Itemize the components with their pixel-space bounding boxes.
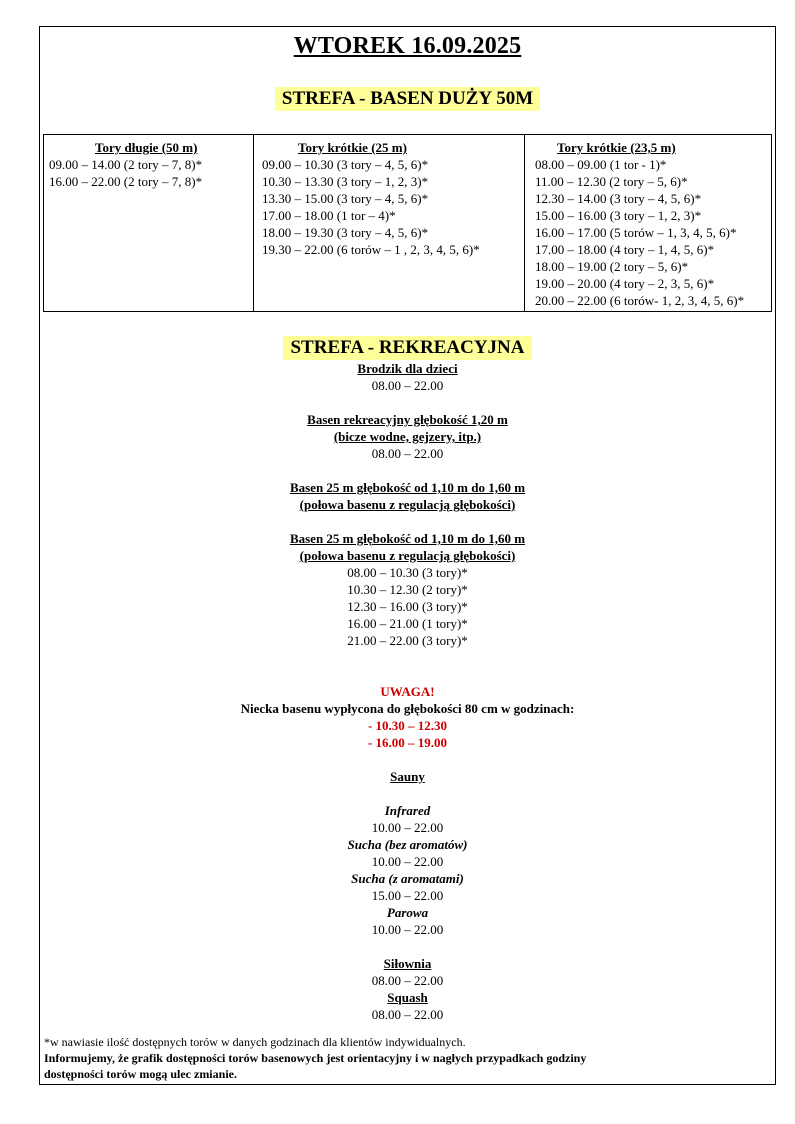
- zone-large-heading: STREFA - BASEN DUŻY 50M: [275, 87, 540, 111]
- notice-text: Niecka basenu wypłycona do głębokości 80 cm w godzinach:: [240, 701, 575, 716]
- footer-info-line2: dostępności torów mogą ulec zmianie.: [44, 1067, 237, 1081]
- pool25-row: 10.30 – 12.30 (2 tory)*: [347, 582, 468, 597]
- kids-pool-hours: 08.00 – 22.00: [371, 378, 444, 393]
- pool25-b-name: Basen 25 m głębokość od 1,10 m do 1,60 m: [289, 531, 526, 546]
- sauna-name: Parowa: [386, 905, 429, 920]
- pool25-row: 21.00 – 22.00 (3 tory)*: [347, 633, 468, 648]
- saunas-heading: Sauny: [390, 769, 425, 784]
- lane-schedule-table: [43, 134, 772, 312]
- sauna-hours: 10.00 – 22.00: [371, 820, 444, 835]
- lane-row: 13.30 – 15.00 (3 tory – 4, 5, 6)*: [262, 191, 429, 206]
- notice-time: - 16.00 – 19.00: [367, 735, 448, 750]
- sauna-name: Infrared: [384, 803, 431, 818]
- short-lanes-23-5-column: [525, 135, 772, 312]
- pool25-b-sub: (połowa basenu z regulacją głębokości): [299, 548, 516, 563]
- schedule-frame: [39, 26, 776, 1085]
- zone-rec-heading-wrap: [40, 336, 775, 360]
- lane-row: 09.00 – 14.00 (2 tory – 7, 8)*: [49, 157, 203, 172]
- gym-name: Siłownia: [383, 956, 432, 971]
- page-title: WTOREK 16.09.2025: [293, 33, 522, 59]
- sauna-name: Sucha (bez aromatów): [347, 837, 468, 852]
- lane-row: 15.00 – 16.00 (3 tory – 1, 2, 3)*: [535, 208, 702, 223]
- lane-row: 19.00 – 20.00 (4 tory – 2, 3, 5, 6)*: [535, 276, 715, 291]
- pool25-a-name: Basen 25 m głębokość od 1,10 m do 1,60 m: [289, 480, 526, 495]
- pool25-row: 08.00 – 10.30 (3 tory)*: [347, 565, 468, 580]
- footer-info-line1: Informujemy, że grafik dostępności torów basenowych jest orientacyjny i w nagłych przypadkach godziny: [44, 1051, 587, 1065]
- zone-rec-heading: STREFA - REKREACYJNA: [283, 336, 531, 360]
- rec-pool-sub: (bicze wodne, gejzery, itp.): [333, 429, 482, 444]
- sauna-hours: 15.00 – 22.00: [371, 888, 444, 903]
- notice-time: - 10.30 – 12.30: [367, 718, 448, 733]
- recreation-zone: [40, 360, 775, 1023]
- sauna-hours: 10.00 – 22.00: [371, 854, 444, 869]
- squash-name: Squash: [387, 990, 428, 1005]
- pool25-row: 16.00 – 21.00 (1 tory)*: [347, 616, 468, 631]
- lane-row: 12.30 – 14.00 (3 tory – 4, 5, 6)*: [535, 191, 702, 206]
- lane-row: 19.30 – 22.00 (6 torów – 1 , 2, 3, 4, 5, 6)*: [262, 242, 480, 257]
- lane-row: 10.30 – 13.30 (3 tory – 1, 2, 3)*: [262, 174, 429, 189]
- pool25-a-sub: (połowa basenu z regulacją głębokości): [299, 497, 516, 512]
- zone-large-heading-wrap: [40, 87, 775, 111]
- column-header: Tory długie (50 m): [95, 140, 198, 155]
- sauna-name: Sucha (z aromatami): [351, 871, 464, 886]
- lane-row: 20.00 – 22.00 (6 torów- 1, 2, 3, 4, 5, 6)*: [535, 293, 745, 308]
- long-lanes-column: [44, 135, 254, 312]
- rec-pool-name: Basen rekreacyjny głębokość 1,20 m: [307, 412, 508, 427]
- squash-hours: 08.00 – 22.00: [371, 1007, 444, 1022]
- lane-row: 16.00 – 17.00 (5 torów – 1, 3, 4, 5, 6)*: [535, 225, 737, 240]
- sauna-hours: 10.00 – 22.00: [371, 922, 444, 937]
- lane-row: 08.00 – 09.00 (1 tor - 1)*: [535, 157, 667, 172]
- lane-row: 18.00 – 19.30 (3 tory – 4, 5, 6)*: [262, 225, 429, 240]
- lane-row: 09.00 – 10.30 (3 tory – 4, 5, 6)*: [262, 157, 429, 172]
- notice-label: UWAGA!: [380, 684, 435, 699]
- footer-notes: [44, 1034, 586, 1082]
- short-lanes-25-column: [254, 135, 525, 312]
- column-header: Tory krótkie (25 m): [298, 140, 407, 155]
- footer-note: *w nawiasie ilość dostępnych torów w danych godzinach dla klientów indywidualnych.: [44, 1035, 466, 1049]
- column-header: Tory krótkie (23,5 m): [557, 140, 676, 155]
- lane-row: 11.00 – 12.30 (2 tory – 5, 6)*: [535, 174, 688, 189]
- gym-hours: 08.00 – 22.00: [371, 973, 444, 988]
- lane-row: 16.00 – 22.00 (2 tory – 7, 8)*: [49, 174, 203, 189]
- kids-pool-name: Brodzik dla dzieci: [357, 361, 458, 376]
- lane-row: 17.00 – 18.00 (4 tory – 1, 4, 5, 6)*: [535, 242, 715, 257]
- pool25-row: 12.30 – 16.00 (3 tory)*: [347, 599, 468, 614]
- lane-row: 18.00 – 19.00 (2 tory – 5, 6)*: [535, 259, 689, 274]
- rec-pool-hours: 08.00 – 22.00: [371, 446, 444, 461]
- lane-row: 17.00 – 18.00 (1 tor – 4)*: [262, 208, 396, 223]
